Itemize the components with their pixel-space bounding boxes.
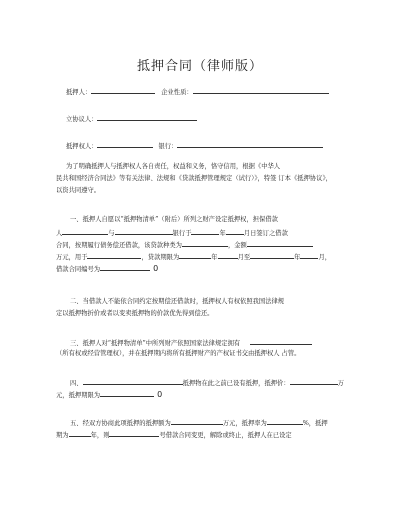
term-month-blank xyxy=(218,252,238,259)
art1-text: 月， xyxy=(318,254,332,261)
art1-text: 借款合同编号为 xyxy=(56,266,101,273)
witness-row xyxy=(66,114,197,124)
mortgagor-label: 抵押人： xyxy=(66,89,92,96)
witness-blank xyxy=(97,114,197,121)
amount-blank xyxy=(247,240,313,247)
intro-line-3: 以资共同遵守。 xyxy=(56,187,101,194)
art5-text: 五、经双方协商此项抵押的抵押额为 xyxy=(70,420,171,427)
end-month-blank xyxy=(300,252,318,259)
ownership-blank xyxy=(250,338,312,345)
art1-line-4 xyxy=(56,252,331,262)
art1-text: 月至 xyxy=(237,254,251,261)
mortgagee-row xyxy=(66,141,323,151)
art1-zero: 0 xyxy=(153,264,159,273)
art2-line-2: 定以抵押物折价或者以变卖抵押物的价款优先得到偿还。 xyxy=(56,310,214,317)
prior-term-blank xyxy=(100,390,154,397)
end-year-blank xyxy=(250,252,294,259)
art2-line-1: 二、当借款人不能依合同约定按期偿还借款时，抵押权人有权依照我国法律规 xyxy=(70,298,285,305)
art1-line-2 xyxy=(56,228,288,238)
art1-text: 银行于 xyxy=(172,230,192,237)
art1-text: ，金额 xyxy=(227,242,247,249)
art4-text: 抵押物在此之前已设有抵押，抵押价： xyxy=(182,380,290,387)
borrower-blank xyxy=(62,228,108,235)
art1-text: ，贷款期限为 xyxy=(141,254,180,261)
art3-line-1 xyxy=(70,338,312,348)
art4-text: 万 xyxy=(337,380,344,387)
loan-type-blank xyxy=(182,240,228,247)
art3-text: 三、抵押人对“抵押物清单”中所列财产依照国家法律规定拥有 xyxy=(70,340,241,347)
mortgagee-blank xyxy=(97,141,153,148)
art1-line-1: 一、抵押人自愿以“抵押物清单”（附后）所列之财产设定抵押权，担保借款 xyxy=(70,216,278,223)
year-blank xyxy=(191,228,219,235)
art1-text: 年 xyxy=(219,230,226,237)
art3-line-2: （所有权或经营管理权），并在抵押期内将所有抵押财产的产权证书交由抵押权人 占管。 xyxy=(56,350,301,357)
intro-line-2: 民共和国经济合同法》等有关法律、法规和《贷款抵押管理规定（试行）》，特签 订本《抵押协议》， xyxy=(56,175,332,182)
mortgage-amount-blank xyxy=(171,418,223,425)
bank-name-blank xyxy=(115,228,173,235)
art1-text: 日签订之借款 xyxy=(250,230,288,237)
art4-text: 四、 xyxy=(70,380,83,387)
intro-line-1: 为了明确抵押人与抵押权人各自责任，权益和义务，恪守信用，根据《中华人 xyxy=(66,163,281,170)
term-year-blank xyxy=(179,252,211,259)
art4-zero: 0 xyxy=(157,390,163,399)
mortgagee-label: 抵押权人： xyxy=(66,143,98,150)
art5-line-1 xyxy=(70,418,328,428)
art5-text: 号借款合同变更，解除或终止，抵押人在已设定 xyxy=(159,432,292,439)
purpose-blank xyxy=(87,252,141,259)
art1-line-3 xyxy=(56,240,313,250)
mortgagor-row xyxy=(66,87,329,97)
enterprise-blank xyxy=(193,87,329,94)
art5-text: %，抵押 xyxy=(302,420,328,427)
art4-text: 元，抵押期限为 xyxy=(56,392,101,399)
art1-text: 合同，按期履行债务偿还借款，该贷款种类为 xyxy=(56,242,182,249)
mortgage-rate-blank xyxy=(267,418,303,425)
enterprise-label: 企业性质： xyxy=(161,89,193,96)
art1-text: 万元，用于 xyxy=(56,254,88,261)
month-blank xyxy=(226,228,244,235)
art1-text: 年 xyxy=(211,254,218,261)
art1-text: 月 xyxy=(243,230,251,237)
art5-text: 年，则 xyxy=(90,432,110,439)
mortgagor-blank xyxy=(91,87,155,94)
art5-text: 期为 xyxy=(56,432,69,439)
witness-label: 立协议人： xyxy=(66,116,98,123)
art4-line-1 xyxy=(70,378,344,388)
art1-text: 人 xyxy=(56,230,63,237)
mortgage-term-blank xyxy=(69,430,91,437)
art5-line-2 xyxy=(56,430,292,440)
collateral-blank xyxy=(83,378,183,385)
bank-blank xyxy=(177,141,323,148)
art1-text: 年 xyxy=(294,254,301,261)
contract-ref-blank xyxy=(109,430,159,437)
art1-line-5 xyxy=(56,264,158,274)
document-title: 抵押合同（律师版） xyxy=(136,59,263,74)
art1-text: 与 xyxy=(108,230,115,237)
contract-no-blank xyxy=(100,264,150,271)
art5-text: 万元，抵押率为 xyxy=(222,420,267,427)
art4-line-2 xyxy=(56,390,162,400)
prior-value-blank xyxy=(290,378,338,385)
bank-label: 银行： xyxy=(158,143,178,150)
